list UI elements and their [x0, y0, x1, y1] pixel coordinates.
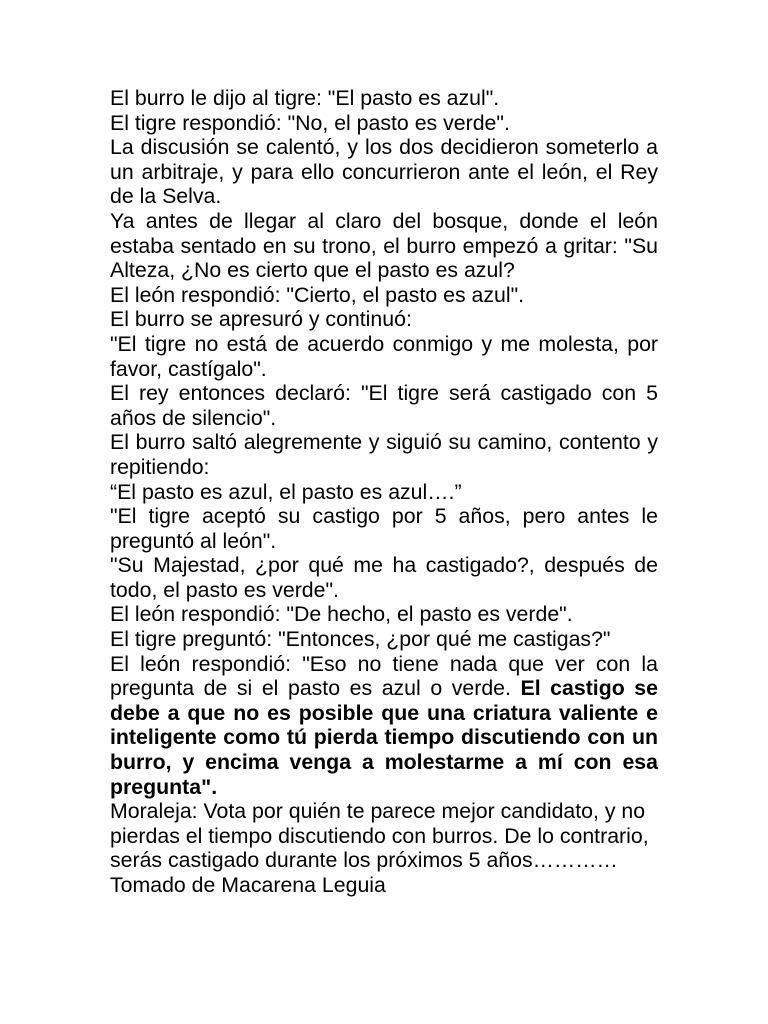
paragraph-4: Ya antes de llegar al claro del bosque, donde el león estaba sentado en su trono, el burro empezó a gritar: "Su Alteza, ¿No es cierto que el pasto es azul?: [110, 208, 658, 283]
final-paragraph: [110, 652, 658, 800]
paragraph-8: El rey entonces declaró: "El tigre será castigado con 5 años de silencio".: [110, 381, 658, 430]
paragraph-11: "El tigre aceptó su castigo por 5 años, pero antes le preguntó al león".: [110, 504, 658, 553]
final-paragraph-normal: El león respondió: "Eso no tiene nada que ver con la pregunta de si el pasto es azul o verde.: [110, 651, 658, 701]
paragraph-9: El burro saltó alegremente y siguió su camino, contento y repitiendo:: [110, 430, 658, 479]
paragraph-10: “El pasto es azul, el pasto es azul….”: [110, 479, 462, 504]
final-paragraph-bold: El castigo se debe a que no es posible que una criatura valiente e inteligente como tú pierda tiempo discutiendo con un burro, y encima venga a molestarme a mí con esa pregunta".: [110, 676, 658, 799]
paragraph-3: La discusión se calentó, y los dos decidieron someterlo a un arbitraje, y para ello concurrieron ante el león, el Rey de la Selva.: [110, 135, 658, 209]
paragraph-1: El burro le dijo al tigre: "El pasto es azul".: [110, 86, 500, 110]
paragraph-6: El burro se apresuró y continuó:: [110, 307, 412, 332]
paragraph-2: El tigre respondió: "No, el pasto es verde".: [110, 110, 510, 135]
paragraph-12: "Su Majestad, ¿por qué me ha castigado?, después de todo, el pasto es verde".: [110, 553, 658, 602]
moral-paragraph: Moraleja: Vota por quién te parece mejor candidato, y no pierdas el tiempo discutiendo con burros. De lo contrario, serás castigado durante los próximos 5 años………… Tomado de Macarena Leguia: [110, 799, 649, 897]
paragraph-14: El tigre preguntó: "Entonces, ¿por qué me castigas?": [110, 627, 611, 652]
document-page: [110, 86, 658, 898]
paragraph-13: El león respondió: "De hecho, el pasto es verde".: [110, 602, 573, 627]
paragraph-5: El león respondió: "Cierto, el pasto es azul".: [110, 282, 525, 307]
paragraph-7: "El tigre no está de acuerdo conmigo y me molesta, por favor, castígalo".: [110, 331, 658, 381]
